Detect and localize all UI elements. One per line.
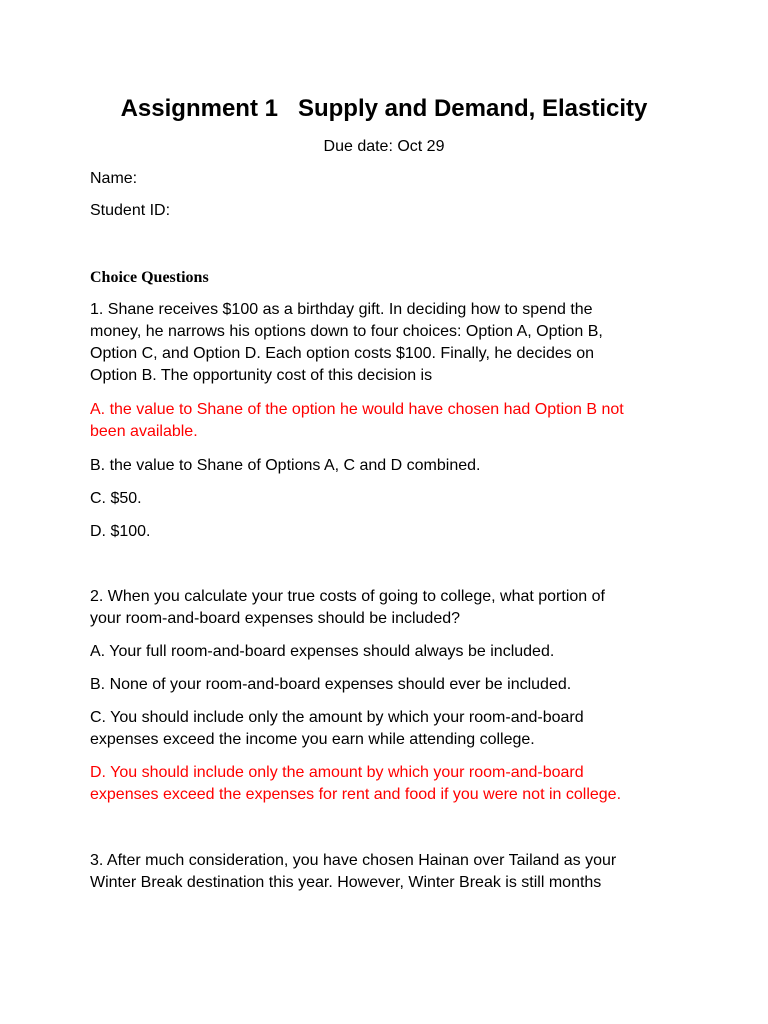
- question-3-line: 3. After much consideration, you have chosen Hainan over Tailand as your: [90, 852, 617, 869]
- question-1-line: 1. Shane receives $100 as a birthday gift. In deciding how to spend the: [90, 301, 593, 318]
- question-2-text: [90, 586, 678, 630]
- question-2-option-b: B. None of your room-and-board expenses should ever be included.: [90, 676, 572, 693]
- question-2-option-c-line: expenses exceed the income you earn while attending college.: [90, 731, 535, 748]
- question-1-option-a-line: A. the value to Shane of the option he would have chosen had Option B not: [90, 401, 624, 418]
- question-2-option-d-correct-answer: [90, 762, 678, 806]
- question-1-line: Option B. The opportunity cost of this decision is: [90, 367, 433, 384]
- question-1-text: [90, 299, 678, 387]
- question-1-line: money, he narrows his options down to four choices: Option A, Option B,: [90, 323, 603, 340]
- question-2-line: your room-and-board expenses should be included?: [90, 610, 461, 627]
- question-1-option-b: B. the value to Shane of Options A, C and D combined.: [90, 457, 481, 474]
- section-heading-choice-questions: Choice Questions: [90, 269, 209, 286]
- question-2-option-d-line: D. You should include only the amount by which your room-and-board: [90, 764, 584, 781]
- question-2-option-c-line: C. You should include only the amount by which your room-and-board: [90, 709, 584, 726]
- question-1-option-c: C. $50.: [90, 490, 142, 507]
- question-1-option-a-line: been available.: [90, 423, 198, 440]
- question-1-option-d: D. $100.: [90, 523, 151, 540]
- question-1-option-a-correct-answer: [90, 399, 678, 443]
- assignment-title: Assignment 1 Supply and Demand, Elasticity: [120, 95, 648, 122]
- question-2-option-d-line: expenses exceed the expenses for rent and food if you were not in college.: [90, 786, 622, 803]
- question-2-option-c: [90, 707, 678, 751]
- due-date: Due date: Oct 29: [323, 138, 445, 155]
- question-2-option-a: A. Your full room-and-board expenses should always be included.: [90, 643, 555, 660]
- question-2-line: 2. When you calculate your true costs of going to college, what portion of: [90, 588, 605, 605]
- name-label: Name:: [90, 170, 138, 187]
- question-3-text: [90, 850, 678, 894]
- question-1-line: Option C, and Option D. Each option costs $100. Finally, he decides on: [90, 345, 594, 362]
- student-id-label: Student ID:: [90, 202, 171, 219]
- question-3-line: Winter Break destination this year. However, Winter Break is still months: [90, 874, 602, 891]
